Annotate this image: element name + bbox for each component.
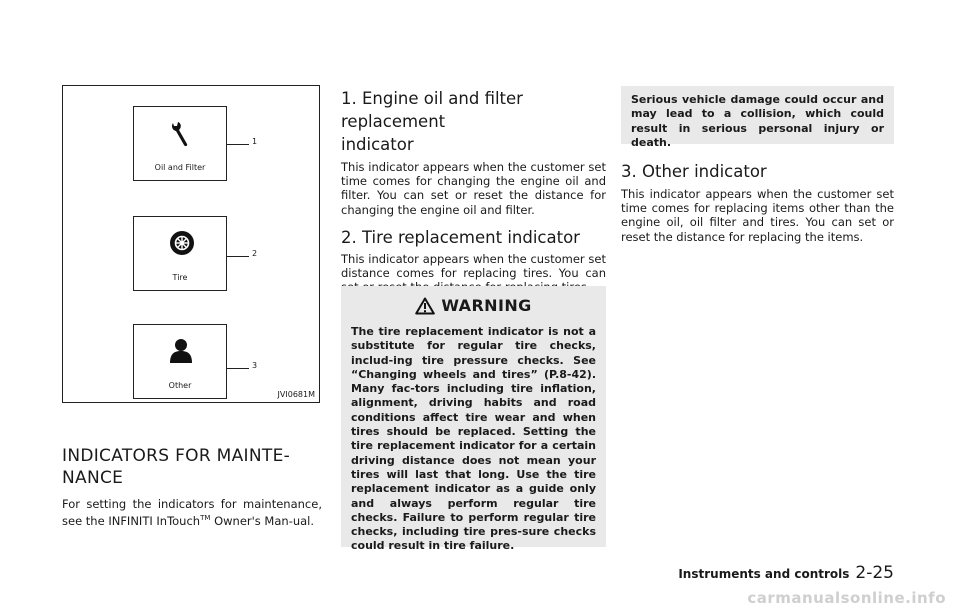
callout-number: 3: [252, 361, 258, 370]
wrench-icon: [169, 120, 191, 148]
middle-column: [341, 87, 606, 294]
warning-continued-text: Serious vehicle damage could occur and may lead to a collision, which could result in serious personal injury or death.: [631, 93, 884, 149]
panel-label: Tire: [172, 273, 188, 282]
warning-body: The tire replacement indicator is not a substitute for regular tire checks, includ-ing tire pressure checks. See “Changing wheels and tires” (P.8-42). Many fac-tors including tire inflation, alignment, driving habits and road conditions affect tire wear and when tires should be replaced. Setting the tire replacement indicator for a certain driving distance does not mean your tires will last that long. Use the tire replacement indicator as a guide only and always perform regular tire checks. Failure to perform regular tire checks, including tire pres-sure checks could result in tire failure.: [351, 325, 596, 553]
section1-body: This indicator appears when the customer set time comes for changing the engine oil and filter. You can set or reset the distance for changing the engine oil and filter.: [341, 160, 606, 217]
maintenance-indicator-figure: [62, 85, 320, 403]
tire-icon: [169, 230, 195, 256]
section2-body: This indicator appears when the customer set distance comes for replacing tires. You can: [341, 251, 606, 281]
title-line: indicator: [341, 135, 414, 154]
oil-filter-panel: [133, 106, 227, 181]
section3-body: This indicator appears when the customer set time comes for replacing items other than the engine oil, oil filter and tires. You can set or reset the distance for replacing the items.: [621, 187, 894, 244]
warning-continued-box: [621, 86, 894, 149]
page-footer: [678, 563, 894, 583]
warning-box: [341, 286, 606, 553]
warning-triangle-icon: [415, 297, 435, 315]
page-number: 2-25: [855, 563, 894, 583]
warning-header: [341, 296, 606, 315]
callout-line: [227, 256, 249, 257]
section3-title: 3. Other indicator: [621, 162, 767, 181]
trademark-sup: TM: [200, 514, 211, 523]
person-icon: [169, 338, 193, 364]
warning-title: WARNING: [441, 296, 532, 315]
panel-label: Oil and Filter: [154, 163, 206, 172]
callout-number: 2: [252, 249, 258, 258]
left-column: [62, 445, 322, 528]
callout-line: [227, 144, 249, 145]
other-panel: [133, 324, 227, 399]
section1-title: [341, 87, 606, 156]
watermark: carmanualsonline.info: [747, 589, 946, 607]
heading-line: INDICATORS FOR MAINTE-: [62, 446, 291, 466]
body-text: For setting the indicators for maintenance, see the INFINITI InTouch: [62, 497, 322, 529]
heading-line: NANCE: [62, 468, 124, 488]
section-heading: [62, 445, 322, 489]
section2-title: 2. Tire replacement indicator: [341, 227, 580, 247]
figure-code: JVI0681M: [277, 390, 315, 399]
tire-panel: [133, 216, 227, 291]
title-line: 1. Engine oil and filter replacement: [341, 89, 523, 131]
panel-label: Other: [168, 381, 192, 390]
right-column: [621, 160, 894, 244]
callout-line: [227, 368, 249, 369]
section-body: [62, 497, 322, 528]
callout-number: 1: [252, 137, 258, 146]
footer-section-label: Instruments and controls: [678, 567, 850, 581]
body-text: Owner's Man-ual.: [210, 514, 315, 529]
